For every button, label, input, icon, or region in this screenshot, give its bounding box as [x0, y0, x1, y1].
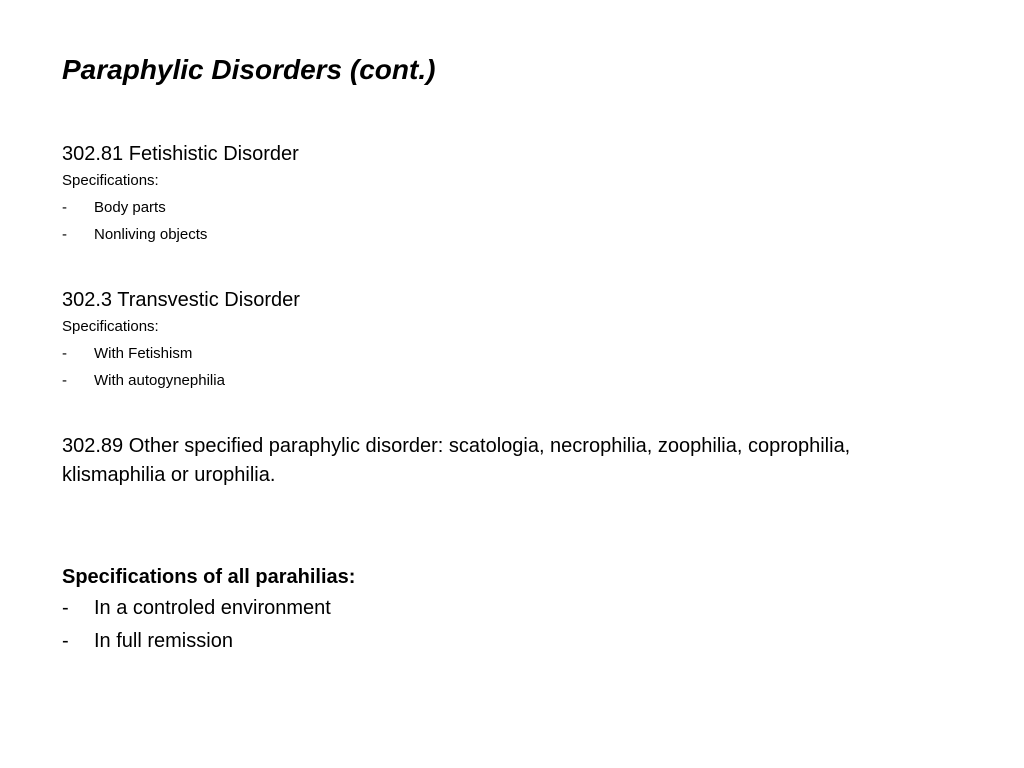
section-fetishistic-disorder — [62, 140, 942, 248]
all-specifications-heading: Specifications of all parahilias: — [62, 566, 356, 588]
section-heading: 302.81 Fetishistic Disorder — [62, 143, 299, 165]
list-item-text: Nonliving objects — [94, 226, 208, 243]
list-item-text: With Fetishism — [94, 345, 193, 362]
slide-title: Paraphylic Disorders (cont.) — [62, 54, 436, 85]
list-item-text: Body parts — [94, 199, 166, 216]
bullet-dash: - — [62, 630, 69, 652]
bullet-dash: - — [62, 372, 67, 389]
list-item — [62, 340, 942, 367]
bullet-dash: - — [62, 345, 67, 362]
section-transvestic-disorder — [62, 286, 942, 394]
specifications-label: Specifications: — [62, 318, 159, 335]
section-other-specified — [62, 432, 942, 490]
list-item-text: With autogynephilia — [94, 372, 225, 389]
section-all-specifications — [62, 562, 942, 658]
list-item — [62, 592, 942, 625]
list-item — [62, 221, 942, 248]
specifications-label: Specifications: — [62, 172, 159, 189]
bullet-dash: - — [62, 199, 67, 216]
section-heading: 302.3 Transvestic Disorder — [62, 289, 300, 311]
list-item — [62, 367, 942, 394]
bullet-dash: - — [62, 226, 67, 243]
list-item — [62, 194, 942, 221]
other-specified-paragraph: 302.89 Other specified paraphylic disorder: scatologia, necrophilia, zoophilia, coprophilia, klismaphilia or urophilia. — [62, 435, 851, 486]
list-item-text: In full remission — [94, 630, 233, 652]
list-item — [62, 625, 942, 658]
bullet-dash: - — [62, 597, 69, 619]
list-item-text: In a controled environment — [94, 597, 331, 619]
